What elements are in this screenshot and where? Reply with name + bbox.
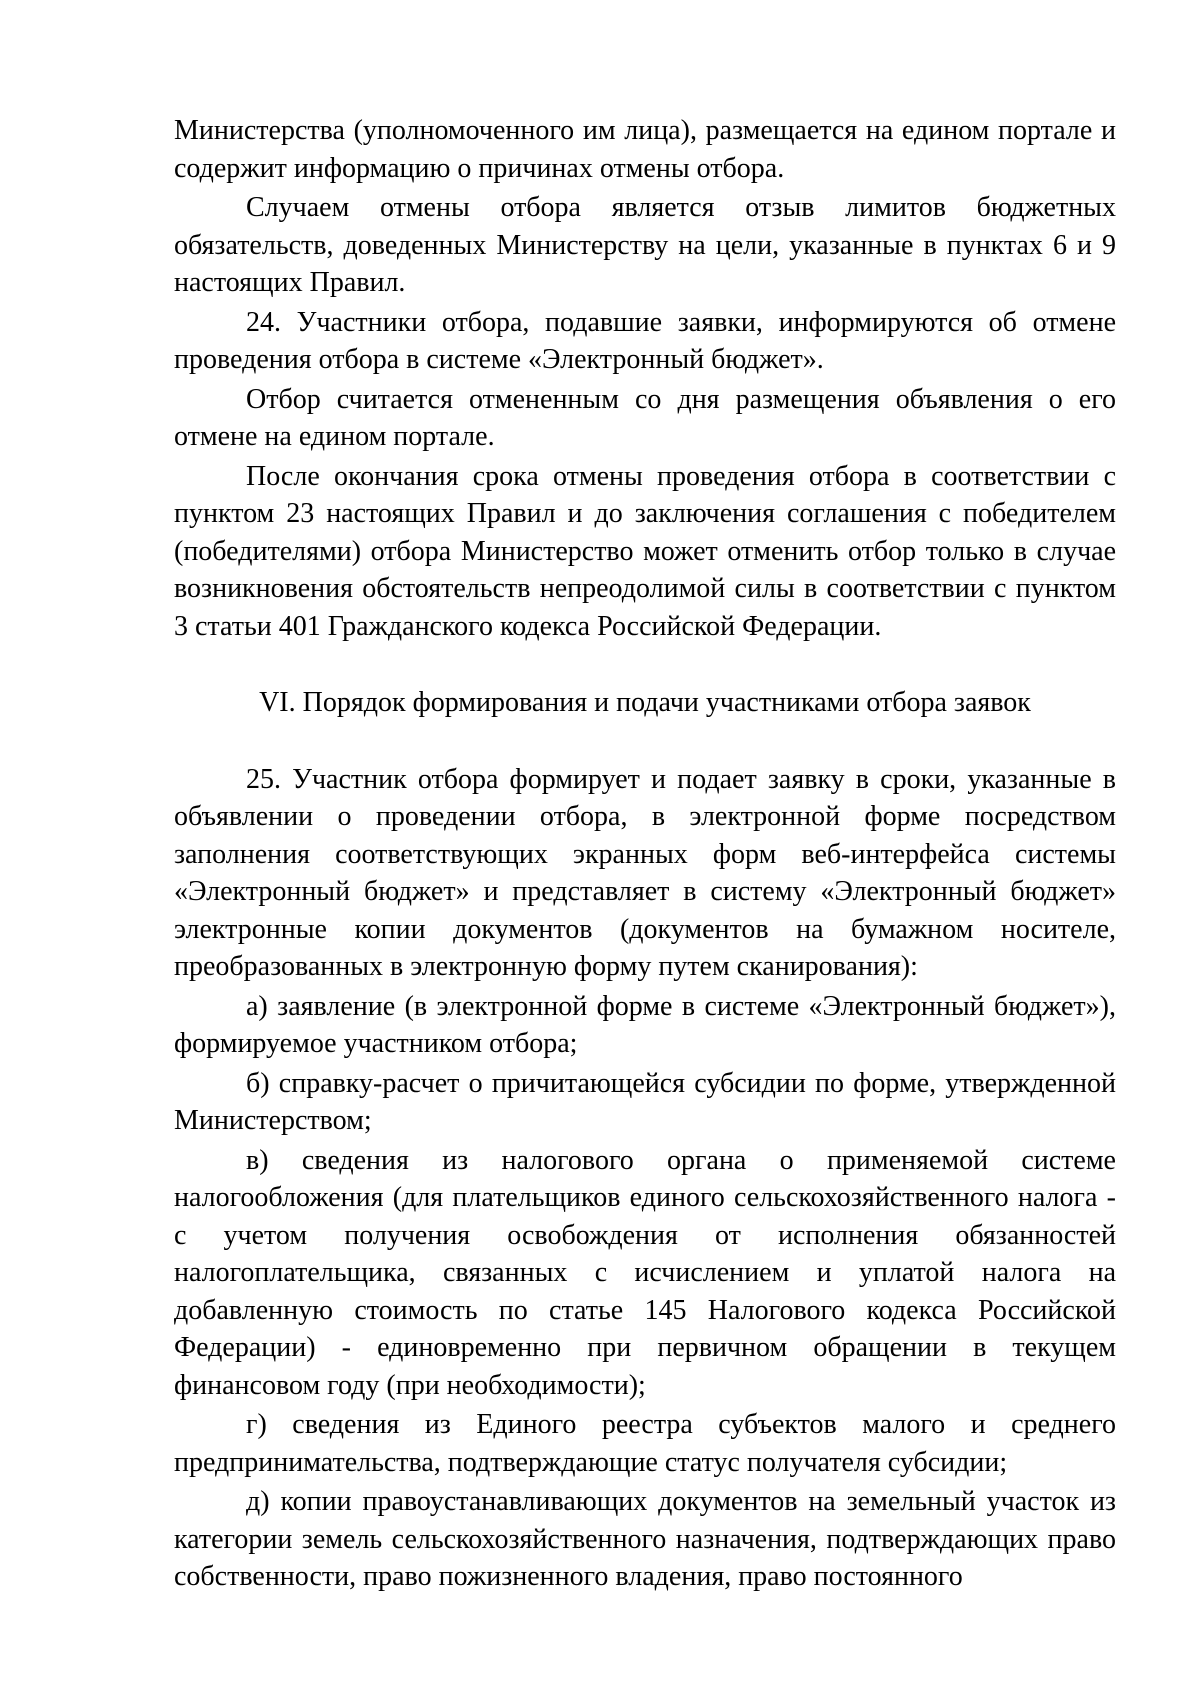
paragraph-cancellation-case: Случаем отмены отбора является отзыв лимитов бюджетных обязательств, доведенных Министерству на цели, указанные в пунктах 6 и 9 настоящих Правил. (174, 192, 1116, 298)
document-body (174, 112, 1116, 1596)
list-item-b: б) справку-расчет о причитающейся субсидии по форме, утвержденной Министерством; (174, 1067, 1116, 1136)
paragraph-cancelled-date: Отбор считается отмененным со дня размещения объявления о его отмене на едином портале. (174, 383, 1116, 452)
paragraph-item-24: 24. Участники отбора, подавшие заявки, информируются об отмене проведения отбора в системе «Электронный бюджет». (174, 306, 1116, 375)
list-item-d: д) копии правоустанавливающих документов на земельный участок из категории земель сельскохозяйственного назначения, подтверждающих право собственности, право пожизненного владения, право постоянного (174, 1486, 1116, 1592)
paragraph-continuation: Министерства (уполномоченного им лица), размещается на едином портале и содержит информацию о причинах отмены отбора. (174, 115, 1116, 184)
list-item-v: в) сведения из налогового органа о применяемой системе налогообложения (для плательщиков единого сельскохозяйственного налога - с учетом получения освобождения от исполнения обязанностей налогоплательщика, связанных с исчислением и уплатой налога на добавленную стоимость по статье 145 Налогового кодекса Российской Федерации) - единовременно при первичном обращении в текущем финансовом году (при необходимости); (174, 1144, 1116, 1401)
section-heading: VI. Порядок формирования и подачи участниками отбора заявок (259, 687, 1031, 718)
paragraph-item-25: 25. Участник отбора формирует и подает заявку в сроки, указанные в объявлении о проведении отбора, в электронной форме посредством заполнения соответствующих экранных форм веб-интерфейса системы «Электронный бюджет» и представляет в систему «Электронный бюджет» электронные копии документов (документов на бумажном носителе, преобразованных в электронную форму путем сканирования): (174, 763, 1116, 982)
list-item-g: г) сведения из Единого реестра субъектов малого и среднего предпринимательства, подтверждающие статус получателя субсидии; (174, 1409, 1116, 1478)
paragraph-force-majeure: После окончания срока отмены проведения отбора в соответствии с пунктом 23 настоящих Правил и до заключения соглашения с победителем (победителями) отбора Министерство может отменить отбор только в случае возникновения обстоятельств непреодолимой силы в соответствии с пунктом 3 статьи 401 Гражданского кодекса Российской Федерации. (174, 460, 1116, 642)
list-item-a: а) заявление (в электронной форме в системе «Электронный бюджет»), формируемое участником отбора; (174, 990, 1116, 1059)
